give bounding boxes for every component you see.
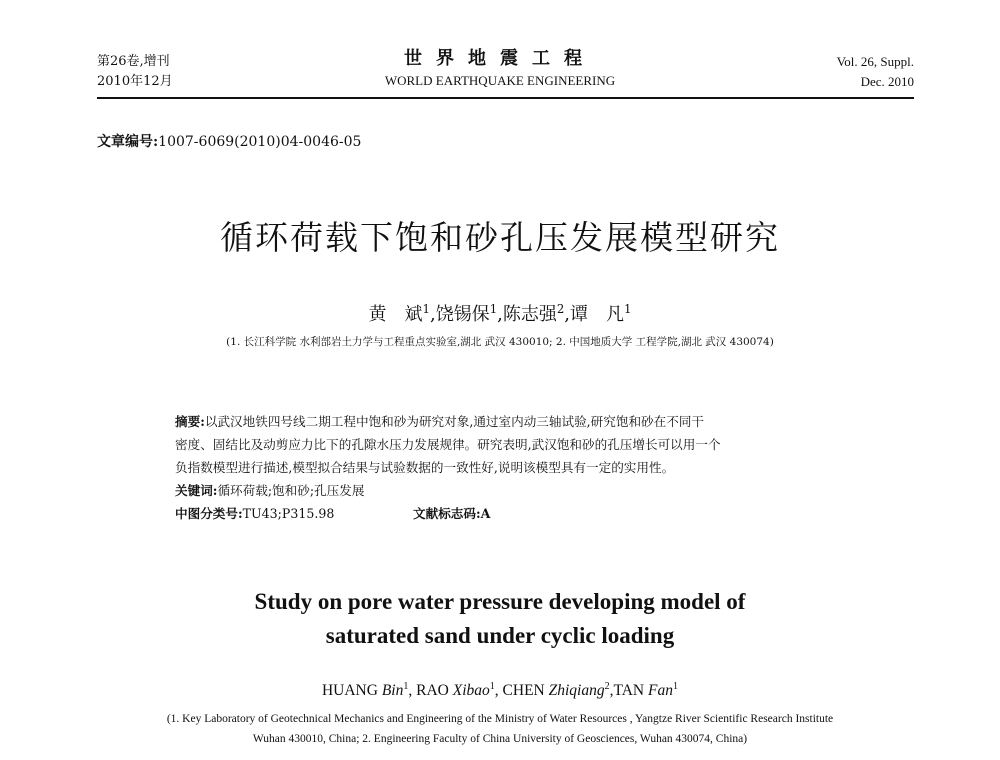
author-aff: 1 bbox=[624, 302, 632, 316]
author-cn: 陈志强 bbox=[502, 304, 557, 325]
volume-cn: 第26卷,增刊 bbox=[97, 54, 170, 69]
title-en-line: Study on pore water pressure developing model of bbox=[254, 589, 746, 614]
doc-code-label: 文献标志码: bbox=[413, 506, 481, 521]
abstract-line: 密度、固结比及动剪应力比下的孔隙水压力发展规律。研究表明,武汉饱和砂的孔压增长可以用一个 bbox=[175, 437, 721, 452]
author-cn: 黄 斌 bbox=[368, 304, 423, 325]
volume-en: Vol. 26, Suppl. bbox=[836, 54, 914, 69]
keywords bbox=[175, 479, 855, 502]
keywords-value: 循环荷载;饱和砂;孔压发展 bbox=[217, 483, 365, 498]
abstract-line: 摘要:以武汉地铁四号线二期工程中饱和砂为研究对象,通过室内动三轴试验,研究饱和砂在不同干 bbox=[175, 414, 705, 429]
date-en: Dec. 2010 bbox=[860, 74, 914, 89]
author-aff: 2 bbox=[556, 302, 565, 316]
title-cn: 循环荷载下饱和砂孔压发展模型研究 bbox=[220, 218, 780, 257]
date-cn: 2010年12月 bbox=[97, 74, 173, 89]
doc-code-value: A bbox=[480, 506, 491, 521]
author-aff: 1 bbox=[489, 302, 498, 316]
abstract-label: 摘要: bbox=[175, 414, 205, 429]
clc-label: 中图分类号: bbox=[175, 506, 243, 521]
title-en bbox=[0, 585, 1000, 653]
keywords-label: 关键词: bbox=[175, 483, 218, 498]
affiliation-en-line: Wuhan 430010, China; 2. Engineering Faculty of China University of Geosciences, Wuhan 430074, China) bbox=[252, 733, 748, 745]
clc-value: TU43;P315.98 bbox=[242, 506, 335, 521]
author-cn: 谭 凡 bbox=[570, 304, 625, 325]
article-number-value: 1007-6069(2010)04-0046-05 bbox=[158, 134, 362, 150]
title-en-line: saturated sand under cyclic loading bbox=[325, 623, 675, 648]
affiliation-en bbox=[0, 709, 1000, 749]
author-aff: 1 bbox=[422, 302, 430, 316]
journal-name-en: WORLD EARTHQUAKE ENGINEERING bbox=[384, 73, 616, 88]
affiliation-en-line: (1. Key Laboratory of Geotechnical Mechanics and Engineering of the Ministry of Water Resources , Yangtze River Scientific Research Institute bbox=[166, 713, 834, 725]
affiliation-cn: (1. 长江科学院 水利部岩土力学与工程重点实验室,湖北 武汉 430010; 2. 中国地质大学 工程学院,湖北 武汉 430074) bbox=[226, 336, 774, 348]
article-number bbox=[97, 131, 361, 151]
abstract-block bbox=[175, 410, 855, 525]
journal-name-cn: 世界地震工程 bbox=[404, 48, 596, 69]
article-number-label: 文章编号: bbox=[97, 134, 159, 150]
author-cn: 饶锡保 bbox=[435, 304, 490, 325]
header-divider bbox=[97, 97, 914, 99]
classification bbox=[175, 502, 855, 525]
journal-issue-en bbox=[837, 52, 914, 92]
authors-en: HUANG Bin$^1$, RAO Xibao$^1$, CHEN Zhiqiang$^2$,TAN Fan$^1$ bbox=[321, 681, 679, 700]
abstract-line: 负指数模型进行描述,模型拟合结果与试验数据的一致性好,说明该模型具有一定的实用性。 bbox=[175, 460, 675, 475]
authors-cn: 黄 斌$^1$,饶锡保$^1$,陈志强$^2$,谭 凡$^1$ bbox=[368, 302, 632, 325]
